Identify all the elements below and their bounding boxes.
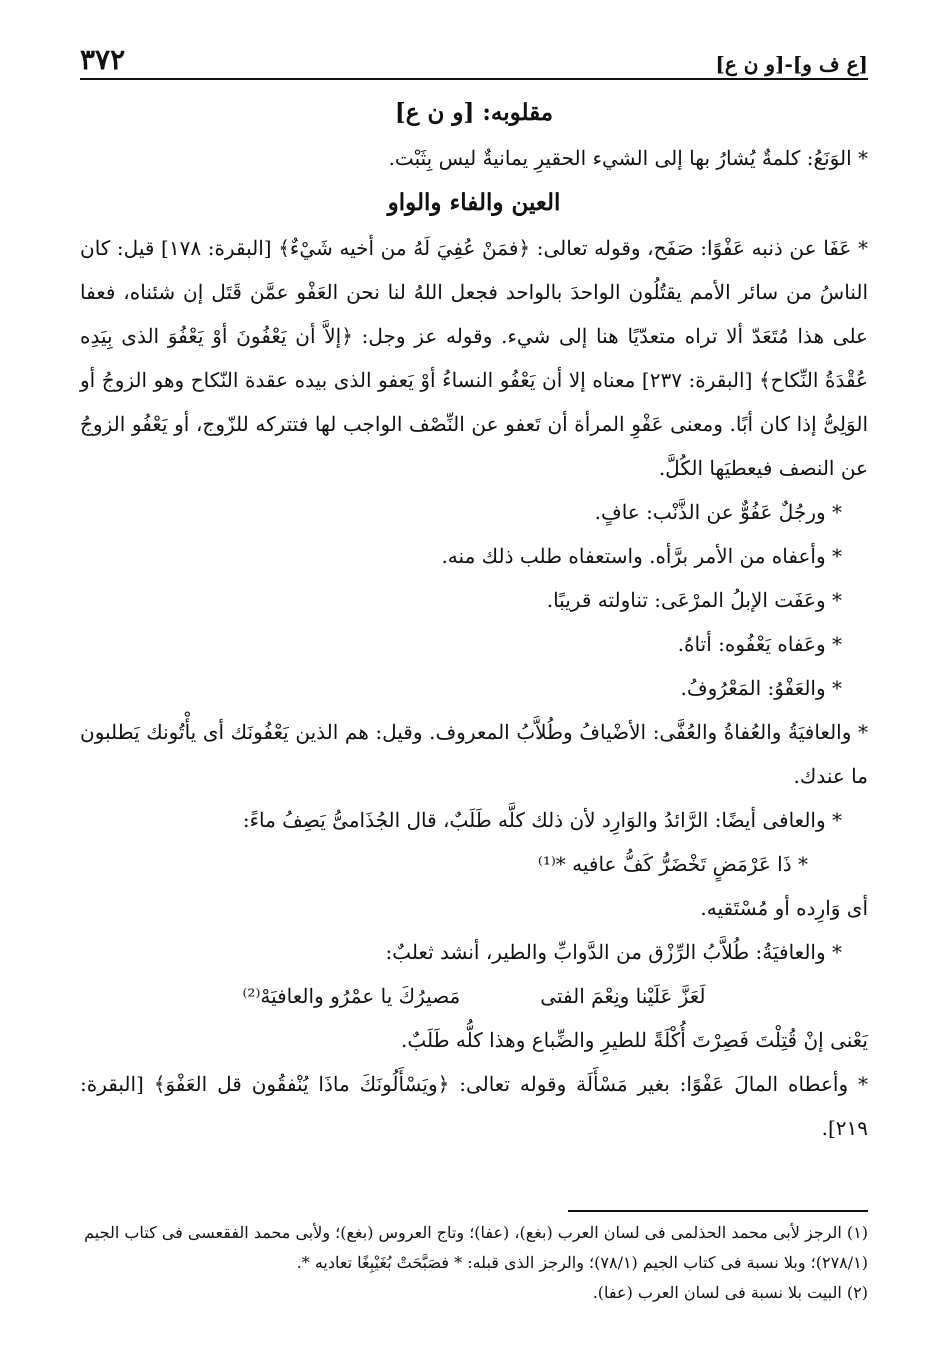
footnote-rule (568, 1210, 868, 1212)
section-heading-ayn-fa-waw: العين والفاء والواو (387, 189, 561, 216)
root-indicator: [و ن ع]-[ع ف و] (715, 52, 868, 76)
entry-paragraph: * وعَفاه يَعْفُوه: أتاهُ. (677, 632, 842, 656)
couplet-explanation: يَعْنى إنْ قُتِلْتَ فَصِرْتَ أُكْلَةً للطيرِ والضِّباع وهذا كلُّه طَلَبٌ. (401, 1028, 868, 1052)
entry-paragraph: * والعَفْوُ: المَعْرُوفُ. (680, 676, 842, 700)
header-rule (80, 78, 868, 80)
verse-couplet (80, 974, 868, 1018)
entry-paragraph: * وعَفَت الإبلُ المرْعَى: تناولته قريبًا. (546, 588, 842, 612)
entry-paragraph: * وأعفاه من الأمر برَّأه. واستعفاه طلب ذلك منه. (441, 544, 842, 568)
footnote: (٢) البيت بلا نسبة فى لسان العرب (عفا). (592, 1283, 868, 1302)
entry-paragraph: * والعافيَةُ: طُلاَّبُ الرِّزْق من الدَّوابِّ والطير، أنشد ثعلبٌ: (385, 940, 842, 964)
verse-explanation: أى وَارِده أو مُسْتَقيه. (700, 896, 868, 920)
section-heading-maqlubuh: مقلوبه: [و ن ع] (394, 99, 554, 126)
footnotes (80, 1218, 868, 1308)
entry-paragraph: * والعافيَةُ والعُفاةُ والعُفَّى: الأضْيافُ وطُلاَّبُ المعروف. وقيل: هم الذين يَعْفُونَك أى يأْتُونك يَطلبون ما عندك. (80, 720, 868, 788)
couplet-first-hemistich: لَعَزَّ عَلَيْنا ونِعْمَ الفتى (540, 984, 706, 1008)
verse-rajaz: * ذَا عَرْمَضٍ تَخْضَرُّ كَفُّ عافيه *⁽¹⁾ (537, 852, 808, 876)
entry-paragraph: * وأعطاه المالَ عَفْوًا: بغير مَسْأَلَة وقوله تعالى: ﴿ويَسْأَلُونَكَ ماذَا يُنْفقُون قل العَفْوَ﴾ [البقرة: ٢١٩]. (80, 1072, 868, 1140)
page-body (80, 90, 868, 1150)
couplet-second-hemistich: مَصيرُكَ يا عمْرُو والعافيَهْ⁽²⁾ (242, 984, 461, 1008)
entry-paragraph: * عَفَا عن ذنبه عَفْوًا: صَفَح، وقوله تعالى: ﴿فمَنْ عُفِيَ لَهُ من أخيه شَيْءٌ﴾ [البقرة: ١٧٨] قيل: كان الناسُ من سائر الأمم يقتُلُون الواحدَ بالواحد فجعل اللهُ لنا نحن العَفْو عمَّن قَتَل إن شئناه، فعفا على هذا مُتَعَدّ ألا تراه متعدّيًا هنا إلى شيء. وقوله عز وجل: ﴿إلاَّ أن يَعْفُونَ أوْ يَعْفُوَ الذى بِيَدِه عُقْدَةُ النِّكاح﴾ [البقرة: ٢٣٧] معناه إلا أن يَعْفُو النساءُ أوْ يَعفو الذى بيده عقدة النّكاح وهو الزوجُ أو الوَلِىُّ إذا كان أبًا. ومعنى عَفْوِ المرأة أن تَعفو عن النِّصْف الواجب لها فتتركه للزّوج، أو يَعْفُو الزوجُ عن النصف فيعطيَها الكُلَّ. (80, 236, 868, 480)
entry-paragraph: * ورجُلٌ عَفُوٌّ عن الذَّنْب: عافٍ. (594, 500, 842, 524)
footnote: (١) الرجز لأبى محمد الحذلمى فى لسان العرب (بغع)، (عفا)؛ وتاج العروس (بغع)؛ ولأبى محمد الفقعسى فى كتاب الجيم (٢٧٨/١)؛ وبلا نسبة فى كتاب الجيم (٧٨/١)؛ والرجز الذى قبله: * فصَبَّحَتْ بُغَيْبِغًا تعاديه *. (84, 1223, 868, 1272)
page-number: ٣٧٢ (80, 43, 126, 76)
entry-paragraph: * والعافى أيضًا: الرَّائدُ والوَارِد لأن ذلك كلَّه طَلَبٌ، قال الجُذَامىُّ يَصِفُ ماءً: (242, 808, 842, 832)
entry-wana: * الوَنَعُ: كلمةٌ يُشارُ بها إلى الشيء الحقيرِ يمانيةٌ ليس بِثَبْت. (388, 146, 868, 170)
page-header (80, 30, 868, 76)
